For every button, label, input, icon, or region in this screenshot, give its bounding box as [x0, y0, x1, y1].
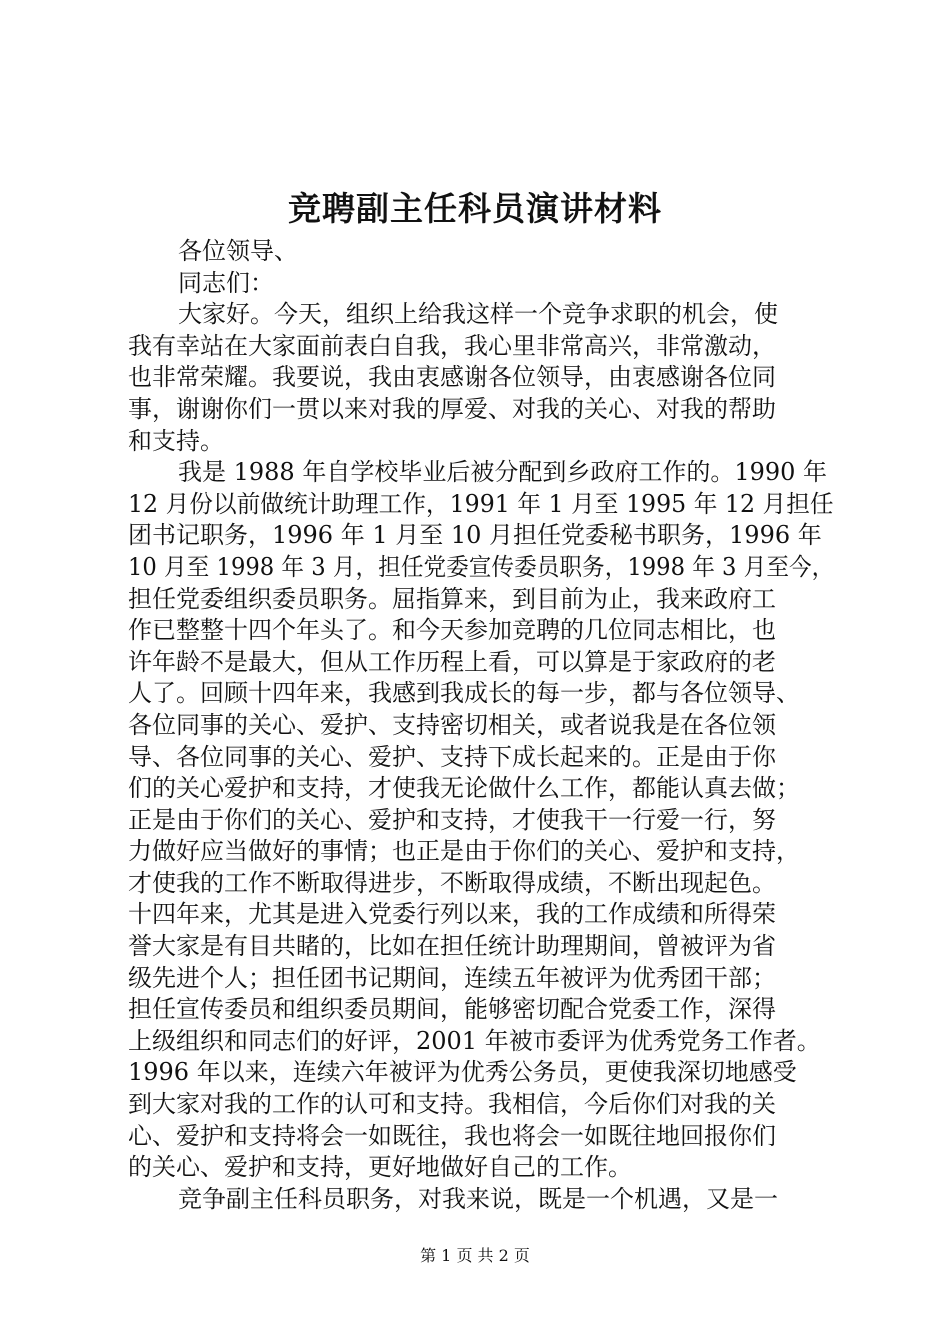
text-line: 级先进个人；担任团书记期间，连续五年被评为优秀团干部；: [128, 963, 776, 992]
text-line: 导、各位同事的关心、爱护、支持下成长起来的。正是由于你: [128, 742, 776, 771]
text-line: 12 月份以前做统计助理工作，1991 年 1 月至 1995 年 12 月担任: [128, 489, 834, 518]
text-line: 誉大家是有目共睹的，比如在担任统计助理期间，曾被评为省: [128, 932, 776, 961]
text-line: 各位领导、: [178, 237, 298, 265]
document-body: [128, 236, 834, 1215]
text-line: 上级组织和同志们的好评，2001 年被市委评为优秀党务工作者。: [128, 1026, 821, 1055]
text-line: 同志们：: [178, 268, 274, 297]
text-line: 竞争副主任科员职务，对我来说，既是一个机遇，又是一: [178, 1184, 778, 1213]
text-line: 作已整整十四个年头了。和今天参加竞聘的几位同志相比，也: [128, 616, 776, 645]
text-line: 和支持。: [128, 426, 224, 455]
text-line: 心、爱护和支持将会一如既往，我也将会一如既往地回报你们: [128, 1121, 776, 1150]
text-line: 大家好。今天，组织上给我这样一个竞争求职的机会，使: [178, 300, 778, 329]
text-line: 担任宣传委员和组织委员期间，能够密切配合党委工作，深得: [128, 995, 776, 1024]
text-line: 正是由于你们的关心、爱护和支持，才使我干一行爱一行，努: [128, 805, 776, 834]
text-line: 也非常荣耀。我要说，我由衷感谢各位领导，由衷感谢各位同: [128, 363, 776, 392]
text-line: 1996 年以来，连续六年被评为优秀公务员，更使我深切地感受: [128, 1058, 797, 1087]
text-line: 10 月至 1998 年 3 月，担任党委宣传委员职务，1998 年 3 月至今，: [128, 552, 835, 581]
text-line: 力做好应当做好的事情；也正是由于你们的关心、爱护和支持，: [128, 837, 800, 866]
text-line: 各位同事的关心、爱护、支持密切相关，或者说我是在各位领: [128, 710, 776, 739]
text-line: 们的关心爱护和支持，才使我无论做什么工作，都能认真去做；: [128, 774, 800, 803]
text-line: 许年龄不是最大，但从工作历程上看，可以算是于家政府的老: [128, 647, 776, 676]
text-line: 我有幸站在大家面前表白自我，我心里非常高兴，非常激动，: [128, 331, 776, 360]
text-line: 的关心、爱护和支持，更好地做好自己的工作。: [128, 1153, 632, 1182]
text-line: 十四年来，尤其是进入党委行列以来，我的工作成绩和所得荣: [128, 900, 776, 929]
document-title: 竞聘副主任科员演讲材料: [288, 189, 662, 228]
text-line: 我是 1988 年自学校毕业后被分配到乡政府工作的。1990 年: [178, 458, 828, 487]
text-line: 到大家对我的工作的认可和支持。我相信，今后你们对我的关: [128, 1090, 776, 1119]
page-footer: 第 1 页 共 2 页: [420, 1246, 530, 1265]
text-line: 事，谢谢你们一贯以来对我的厚爱、对我的关心、对我的帮助: [128, 394, 776, 423]
text-line: 人了。回顾十四年来，我感到我成长的每一步，都与各位领导、: [128, 679, 800, 708]
text-line: 团书记职务，1996 年 1 月至 10 月担任党委秘书职务，1996 年: [128, 521, 822, 550]
text-line: 才使我的工作不断取得进步，不断取得成绩，不断出现起色。: [128, 868, 776, 897]
text-line: 担任党委组织委员职务。屈指算来，到目前为止，我来政府工: [128, 584, 776, 613]
